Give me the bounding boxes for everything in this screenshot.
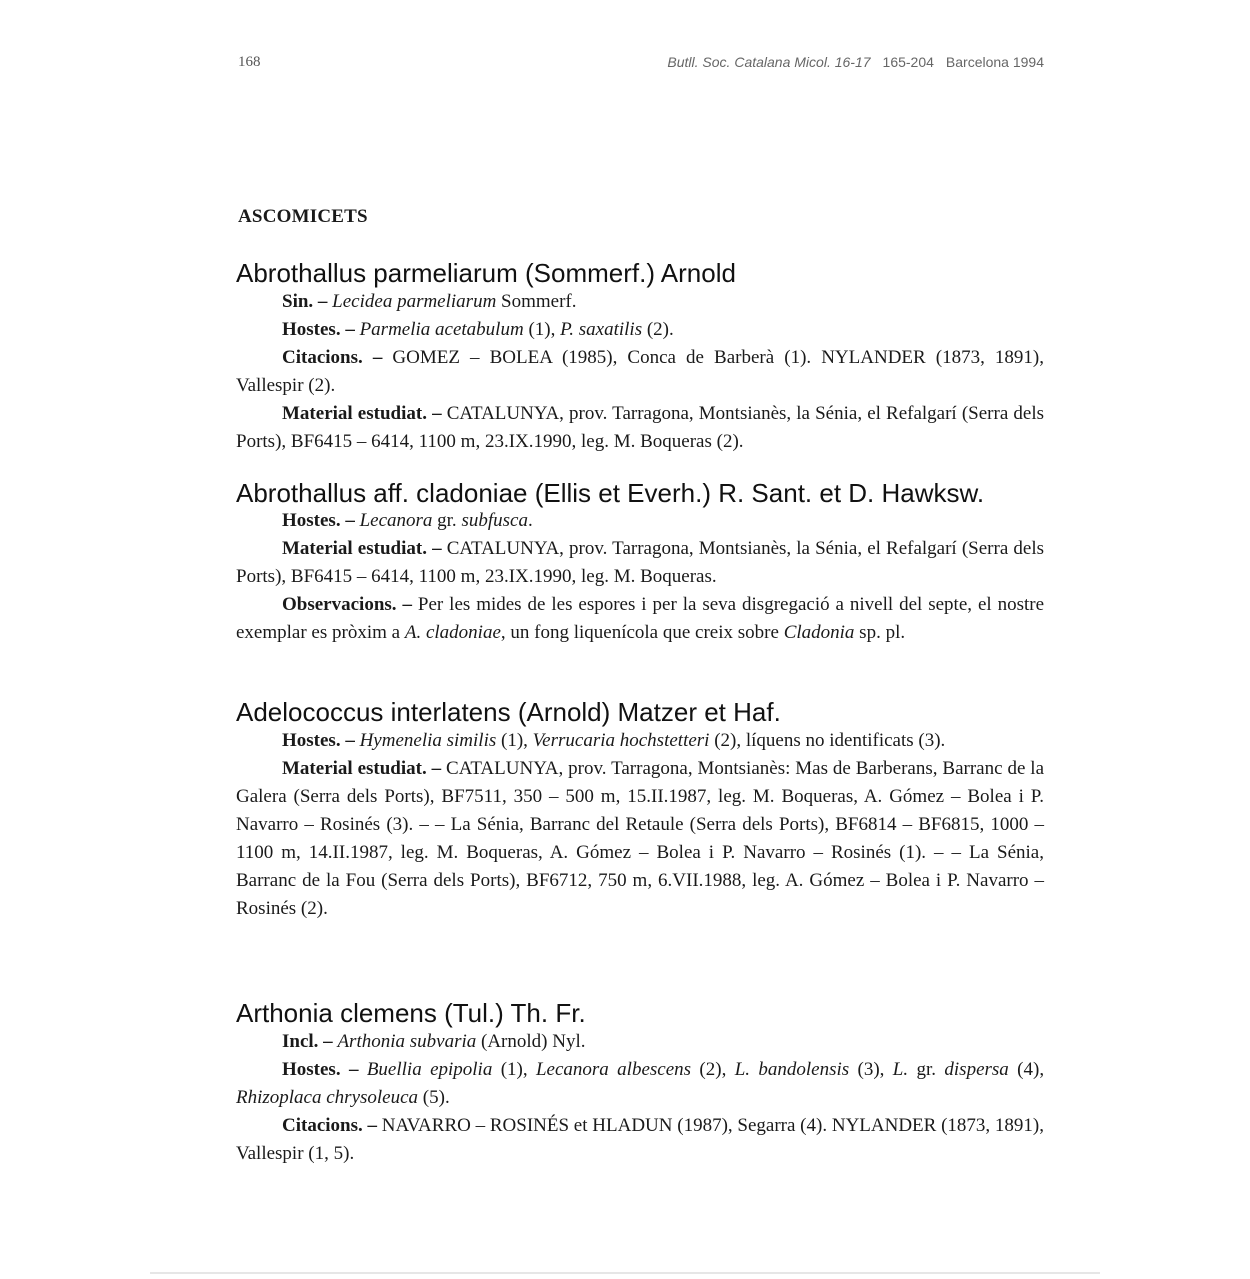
- material-line: Material estudiat. – CATALUNYA, prov. Tarragona, Montsianès: Mas de Barberans, Barranc de la Galera (Serra dels Ports), BF7511, 350 – 500 m, 15.II.1987, leg. M. Boqueras, A. Gómez – Bolea i P. Navarro – Rosinés (3). – – La Sénia, Barranc del Retaule (Serra dels Ports), BF6814 – BF6815, 1000 – 1100 m, 14.II.1987, leg. M. Boqueras, A. Gómez – Bolea i P. Navarro – Rosinés (1). – – La Sénia, Barranc de la Fou (Serra dels Ports), BF6712, 750 m, 6.VII.1988, leg. A. Gómez – Bolea i P. Navarro – Rosinés (2).: [236, 758, 1044, 919]
- section-title: ASCOMICETS: [238, 206, 368, 227]
- species-entry: [236, 507, 1044, 647]
- hosts-line: Hostes. – Buellia epipolia (1), Lecanora albescens (2), L. bandolensis (3), L. gr. dispersa (4), Rhizoplaca chrysoleuca (5).: [236, 1059, 1045, 1108]
- hosts-line: Hostes. – Hymenelia similis (1), Verrucaria hochstetteri (2), líquens no identificats (3).: [282, 730, 946, 751]
- material-line: Material estudiat. – CATALUNYA, prov. Tarragona, Montsianès, la Sénia, el Refalgarí (Serra dels Ports), BF6415 – 6414, 1100 m, 23.IX.1990, leg. M. Boqueras.: [236, 538, 1044, 587]
- included-line: Incl. – Arthonia subvaria (Arnold) Nyl.: [282, 1031, 586, 1052]
- species-entry: [236, 727, 1044, 923]
- scan-edge-divider: [150, 1272, 1100, 1274]
- species-title: Abrothallus aff. cladoniae (Ellis et Everh.) R. Sant. et D. Hawksw.: [236, 478, 985, 508]
- hosts-line: Hostes. – Parmelia acetabulum (1), P. saxatilis (2).: [282, 319, 674, 340]
- journal-citation: [667, 54, 1044, 70]
- species-entry: [236, 288, 1044, 456]
- species-title: Abrothallus parmeliarum (Sommerf.) Arnold: [236, 258, 736, 288]
- species-title: Adelococcus interlatens (Arnold) Matzer et Haf.: [236, 697, 781, 727]
- journal-pages: 165-204: [882, 54, 934, 70]
- observations-line: Observacions. – Per les mides de les espores i per la seva disgregació a nivell del septe, el nostre exemplar es pròxim a A. cladoniae, un fong liquenícola que creix sobre Cladonia sp. pl.: [236, 594, 1045, 643]
- species-title: Arthonia clemens (Tul.) Th. Fr.: [236, 998, 586, 1028]
- journal-name: Butll. Soc. Catalana Micol. 16-17: [667, 54, 871, 70]
- citations-line: Citacions. – NAVARRO – ROSINÉS et HLADUN (1987), Segarra (4). NYLANDER (1873, 1891), Vallespir (1, 5).: [236, 1115, 1045, 1164]
- synonym-line: Sin. – Lecidea parmeliarum Sommerf.: [282, 291, 577, 312]
- page-number: 168: [238, 54, 261, 70]
- citations-line: Citacions. – GOMEZ – BOLEA (1985), Conca de Barberà (1). NYLANDER (1873, 1891), Vallespir (2).: [236, 347, 1045, 396]
- journal-place-year: Barcelona 1994: [945, 54, 1044, 70]
- material-line: Material estudiat. – CATALUNYA, prov. Tarragona, Montsianès, la Sénia, el Refalgarí (Serra dels Ports), BF6415 – 6414, 1100 m, 23.IX.1990, leg. M. Boqueras (2).: [236, 403, 1044, 452]
- hosts-line: Hostes. – Lecanora gr. subfusca.: [282, 510, 533, 531]
- species-entry: [236, 1028, 1044, 1168]
